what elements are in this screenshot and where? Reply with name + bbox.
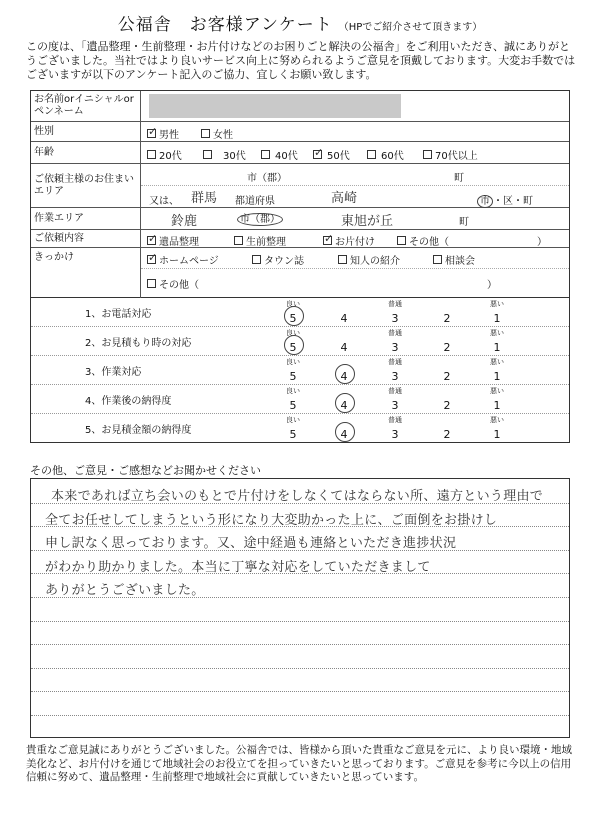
rating-option-5[interactable]: 5 (289, 428, 297, 441)
checkbox-icon (261, 150, 270, 159)
gender-label: 性別 (31, 122, 141, 141)
content-estate-cleanup-checkbox[interactable]: ✓ 遺品整理 (147, 233, 199, 248)
rating-option-1[interactable]: 1 (493, 341, 501, 354)
rating-option-4[interactable]: 4 (340, 341, 348, 354)
comment-handwritten-line: 全てお任せしてしまうという形になり大変助かった上に、ご面倒をお掛けし (45, 512, 498, 528)
rating-option-2[interactable]: 2 (443, 428, 451, 441)
rating-option-5[interactable]: 5 (289, 370, 297, 383)
work-area-row (31, 208, 569, 230)
age-30s-checkbox[interactable]: 30代 (203, 147, 246, 162)
rating-row (31, 327, 569, 356)
trigger-other-checkbox[interactable]: その他（ (147, 276, 199, 291)
residence-area-row (31, 164, 569, 208)
content-other-checkbox[interactable]: その他（ (397, 233, 449, 248)
trigger-referral-checkbox[interactable]: 知人の紹介 (338, 252, 400, 267)
trigger-homepage-checkbox[interactable]: ✓ ホームページ (147, 252, 219, 267)
name-row (31, 91, 569, 122)
checkbox-icon (397, 236, 406, 245)
age-60s-checkbox[interactable]: 60代 (367, 147, 404, 162)
rating-scale-label: 悪い (490, 300, 504, 308)
rating-option-2[interactable]: 2 (443, 341, 451, 354)
rating-option-3[interactable]: 3 (391, 370, 399, 383)
comment-handwritten-line: 本来であれば立ち会いのもとで片付けをしなくてはならない所、遠方という理由で (51, 489, 544, 504)
rating-option-4[interactable]: 4 (340, 399, 348, 412)
trigger-row (31, 248, 569, 298)
footer-text: 貴重なご意見誠にありがとうございました。公福舎では、皆様から頂いた貴重なご意見を元に、より良い環境・地域美化など、お片付けを通じて地域社会のお役立てを担っていきたいと思っております。ご意見を参考に今以上の信用信頼に努めて、遺品整理・生前整理で地域社会に貢献していきたいと思っています。 (26, 744, 572, 783)
comment-label: その他、ご意見・ご感想などお聞かせください (30, 464, 261, 477)
rating-row (31, 385, 569, 414)
comment-box (30, 478, 570, 738)
content-tidy-up-checkbox[interactable]: ✓ お片付け (323, 233, 375, 248)
ruled-line (31, 715, 569, 716)
ruled-line (31, 621, 569, 622)
checkbox-icon (147, 279, 156, 288)
comment-handwritten-line: がわかり助かりました。本当に丁寧な対応をしていただきまして (45, 559, 431, 575)
ruled-line (31, 644, 569, 645)
gender-row (31, 122, 569, 142)
name-label: お名前orイニシャルorペンネーム (31, 91, 141, 121)
checkbox-icon (367, 150, 376, 159)
trigger-consultation-checkbox[interactable]: 相談会 (433, 252, 475, 267)
comment-handwritten-line: ありがとうございました。 (45, 583, 205, 599)
rating-option-2[interactable]: 2 (443, 399, 451, 412)
trigger-label: きっかけ (31, 248, 141, 298)
rating-option-1[interactable]: 1 (493, 312, 501, 325)
trigger-town-magazine-checkbox[interactable]: タウン誌 (252, 252, 304, 267)
rating-option-4[interactable]: 4 (340, 370, 348, 383)
selected-rating-circle (335, 364, 355, 384)
name-field-redacted (149, 94, 401, 118)
checkbox-icon (252, 255, 261, 264)
area-city-label-2: 市 ・区・町 (477, 192, 533, 208)
selected-rating-circle (284, 335, 304, 355)
rating-option-5[interactable]: 5 (289, 399, 297, 412)
age-40s-checkbox[interactable]: 40代 (261, 147, 298, 162)
checkbox-checked-icon (147, 129, 156, 138)
rating-scale-label: 普通 (388, 300, 402, 308)
area-city-label: 市（郡） (247, 173, 287, 184)
rating-scale-label: 普通 (388, 358, 402, 366)
request-content-label: ご依頼内容 (31, 230, 141, 247)
rating-scale-label: 普通 (388, 387, 402, 395)
selected-rating-circle (284, 306, 304, 326)
rating-scale-label: 悪い (490, 358, 504, 366)
rating-scale-label: 悪い (490, 387, 504, 395)
checkbox-checked-icon (313, 150, 322, 159)
rating-scale-label: 良い (286, 329, 300, 337)
checkbox-icon (423, 150, 432, 159)
checkbox-checked-icon (147, 236, 156, 245)
age-row (31, 142, 569, 164)
rating-scale-label: 良い (286, 358, 300, 366)
rating-question: 5、お見積金額の納得度 (85, 425, 192, 436)
rating-scale-label: 良い (286, 416, 300, 424)
rating-option-2[interactable]: 2 (443, 312, 451, 325)
residence-area-label: ご依頼主様のお住まいエリア (31, 164, 141, 207)
work-town-label: 町 (459, 217, 469, 228)
rating-option-3[interactable]: 3 (391, 312, 399, 325)
rating-option-1[interactable]: 1 (493, 399, 501, 412)
ruled-line (31, 668, 569, 669)
area-prefecture-handwritten: 群馬 (191, 191, 218, 206)
gender-female-checkbox[interactable]: 女性 (201, 126, 233, 141)
rating-option-1[interactable]: 1 (493, 428, 501, 441)
ruled-line (31, 691, 569, 692)
work-city-label: 市（郡） (237, 213, 283, 226)
rating-row (31, 298, 569, 327)
age-70s-checkbox[interactable]: 70代以上 (423, 147, 478, 162)
rating-row (31, 356, 569, 385)
rating-option-5[interactable]: 5 (289, 312, 297, 325)
rating-option-4[interactable]: 4 (340, 312, 348, 325)
title-note: （HPでご紹介させて頂きます） (338, 22, 483, 33)
work-town-handwritten: 東旭が丘 (341, 214, 394, 229)
trigger-other-close: ） (487, 280, 497, 291)
age-50s-checkbox[interactable]: ✓ 50代 (313, 147, 350, 162)
checkbox-icon (234, 236, 243, 245)
checkbox-checked-icon (323, 236, 332, 245)
rating-option-1[interactable]: 1 (493, 370, 501, 383)
request-content-row (31, 230, 569, 248)
checkbox-checked-icon (147, 255, 156, 264)
content-other-close: ） (537, 237, 547, 248)
work-city-handwritten: 鈴鹿 (171, 214, 198, 229)
area-town-label: 町 (454, 173, 464, 184)
checkbox-icon (201, 129, 210, 138)
rating-scale-label: 普通 (388, 329, 402, 337)
checkbox-icon (338, 255, 347, 264)
rating-question: 1、お電話対応 (85, 309, 152, 320)
rating-option-3[interactable]: 3 (391, 399, 399, 412)
selected-rating-circle (335, 422, 355, 442)
rating-option-2[interactable]: 2 (443, 370, 451, 383)
gender-male-checkbox[interactable]: ✓ 男性 (147, 126, 179, 141)
rating-scale-label: 普通 (388, 416, 402, 424)
rating-section (30, 298, 570, 443)
rating-scale-label: 良い (286, 300, 300, 308)
survey-form (30, 90, 570, 298)
rating-question: 3、作業対応 (85, 367, 142, 378)
rating-row (31, 414, 569, 443)
age-label: 年齢 (31, 142, 141, 163)
work-area-label: 作業エリア (31, 208, 141, 229)
rating-scale-label: 悪い (490, 416, 504, 424)
rating-option-5[interactable]: 5 (289, 341, 297, 354)
rating-scale-label: 悪い (490, 329, 504, 337)
checkbox-icon (147, 150, 156, 159)
rating-question: 2、お見積もり時の対応 (85, 338, 192, 349)
area-prefecture-label: 都道府県 (235, 196, 275, 207)
checkbox-icon (203, 150, 212, 159)
rating-option-4[interactable]: 4 (340, 428, 348, 441)
rating-question: 4、作業後の納得度 (85, 396, 172, 407)
selected-rating-circle (335, 393, 355, 413)
area-city-handwritten: 高崎 (331, 191, 358, 206)
rating-option-3[interactable]: 3 (391, 428, 399, 441)
checkbox-icon (433, 255, 442, 264)
age-20s-checkbox[interactable]: 20代 (147, 147, 182, 162)
page-title: 公福舎 お客様アンケート （HPでご紹介させて頂きます） (117, 15, 483, 35)
area-or-label: 又は、 (149, 196, 179, 207)
rating-option-3[interactable]: 3 (391, 341, 399, 354)
content-pre-life-cleanup-checkbox[interactable]: 生前整理 (234, 233, 286, 248)
comment-handwritten-line: 申し訳なく思っております。又、途中経過も連絡といただき進捗状況 (45, 536, 457, 552)
rating-scale-label: 良い (286, 387, 300, 395)
intro-text: この度は、「遺品整理・生前整理・お片付けなどのお困りごと解決の公福舎」をご利用いただき、誠にありがとうございました。当社ではより良いサービス向上に努められるようご意見を頂戴しております。大変お手数ではございますが以下のアンケート記入のご協力、宜しくお願い致します。 (26, 40, 576, 81)
